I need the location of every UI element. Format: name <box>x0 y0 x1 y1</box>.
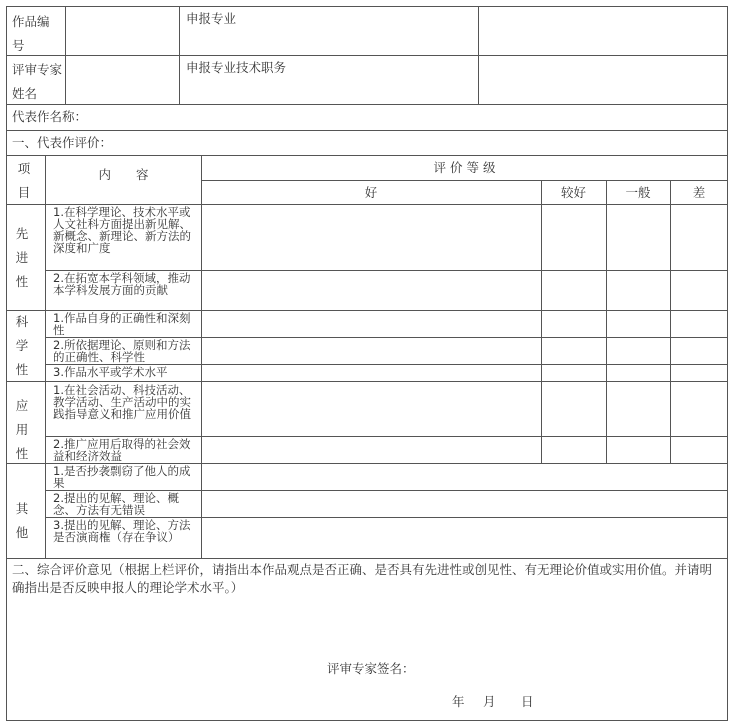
grade-good: 好 <box>364 185 378 200</box>
hline <box>6 55 728 56</box>
date-day-label: 日 <box>521 694 534 709</box>
vline <box>45 155 46 558</box>
overall-evaluation-text: 二、综合评价意见（根据上栏评价，请指出本作品观点是否正确、是否具有先进性或创见性、有无理论价值或实用价值。并请明确指出是否反映申报人的理论学术水平。） <box>12 562 713 595</box>
major-title-label: 申报专业技术职务 <box>186 60 287 75</box>
group-advancement: 先进性 <box>15 226 29 289</box>
table-border-bottom <box>6 720 728 721</box>
grade-header: 评 价 等 级 <box>433 160 496 175</box>
list-item: 1.在社会活动、科技活动、教学活动、生产活动中的实践指导意义和推广应用价值 <box>53 383 191 421</box>
vline <box>478 6 479 104</box>
group-scientific: 科学性 <box>15 314 29 377</box>
hline <box>6 558 728 559</box>
grade-fairly-good: 较好 <box>560 185 586 200</box>
list-item: 2.所依据理论、原则和方法的正确性、科学性 <box>53 338 191 364</box>
hline <box>6 104 728 105</box>
date-month-label: 月 <box>483 694 496 709</box>
list-item: 1.是否抄袭剽窃了他人的成果 <box>53 464 191 490</box>
list-item: 2.在拓宽本学科领域，推动本学科发展方面的贡献 <box>53 271 191 297</box>
hline <box>6 155 728 156</box>
hline <box>6 130 728 131</box>
group-applicability: 应用性 <box>15 398 29 461</box>
signature-label: 评审专家签名： <box>327 661 415 676</box>
vline <box>606 180 607 464</box>
hline <box>201 180 728 181</box>
vline <box>201 155 202 558</box>
expert-name-label: 评审专家姓名 <box>12 62 63 101</box>
hline <box>6 381 728 382</box>
list-item: 3.提出的见解、理论、方法是否演商権（存在争议） <box>53 518 191 544</box>
list-item: 2.提出的见解、理论、概念、方法有无错误 <box>53 491 179 517</box>
list-item: 1.在科学理论、技术水平或人文社科方面提出新见解、新概念、新理论、新方法的深度和广度 <box>53 205 191 255</box>
list-item: 2.推广应用后取得的社会效益和经济效益 <box>53 437 191 463</box>
table-border-top <box>6 6 728 7</box>
content-header: 内 容 <box>98 167 149 182</box>
work-number-label: 作品编号 <box>12 14 50 53</box>
section1-title: 一、代表作评价： <box>12 135 113 150</box>
vline <box>670 180 671 464</box>
grade-poor: 差 <box>692 185 706 200</box>
representative-work-label: 代表作名称： <box>12 109 88 124</box>
table-border-left <box>6 6 7 721</box>
date-year-label: 年 <box>452 694 465 709</box>
item-header: 项目 <box>17 161 31 200</box>
vline <box>179 6 180 104</box>
vline <box>65 6 66 104</box>
group-other: 其他 <box>15 501 29 540</box>
list-item: 3.作品水平或学术水平 <box>53 365 168 379</box>
grade-average: 一般 <box>625 185 651 200</box>
vline <box>541 180 542 464</box>
list-item: 1.作品自身的正确性和深刻性 <box>53 311 191 337</box>
major-label: 申报专业 <box>186 11 237 26</box>
